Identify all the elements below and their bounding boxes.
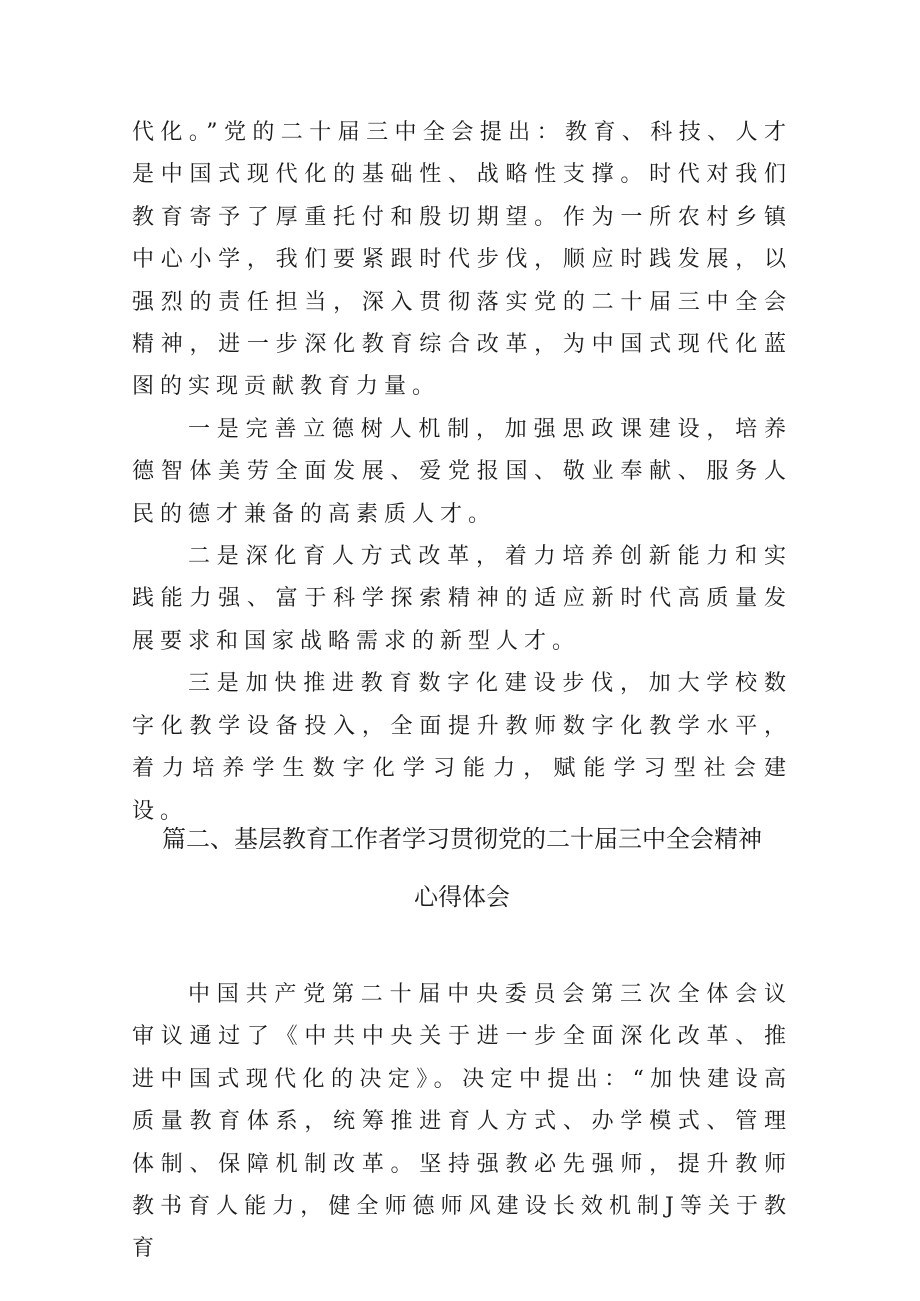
section2-intro-paragraph: 中国共产党第二十届中央委员会第三次全体会议审议通过了《中共中央关于进一步全面深化改革、推进中国式现代化的决定》。决定中提出：“加快建设高质量教育体系，统筹推进育人方式、办学模式、管理体制、保障机制改革。坚持强教必先强师，提升教师教书育人能力，健全师德师风建设长效机制J等关于教育 bbox=[132, 982, 792, 1262]
section1-intro-paragraph: 代化。”党的二十届三中全会提出：教育、科技、人才是中国式现代化的基础性、战略性支撑。时代对我们教育寄予了厚重托付和殷切期望。作为一所农村乡镇中心小学，我们要紧跟时代步伐，顺应时践发展，以强烈的责任担当，深入贯彻落实党的二十届三中全会精神，进一步深化教育综合改革，为中国式现代化蓝图的实现贡献教育力量。 bbox=[132, 120, 792, 400]
section1-body bbox=[132, 112, 792, 833]
section2-body bbox=[132, 974, 792, 1271]
point-three-paragraph: 三是加快推进教育数字化建设步伐，加大学校数字化教学设备投入，全面提升教师数字化教学水平，着力培养学生数字化学习能力，赋能学习型社会建设。 bbox=[132, 671, 792, 824]
section2-title-line1: 篇二、基层教育工作者学习贯彻党的二十届三中全会精神 bbox=[162, 825, 762, 853]
section2-title bbox=[132, 810, 792, 926]
point-one-paragraph: 一是完善立德树人机制，加强思政课建设，培养德智体美劳全面发展、爱党报国、敬业奉献、服务人民的德才兼备的高素质人才。 bbox=[132, 416, 792, 527]
point-two-paragraph: 二是深化育人方式改革，着力培养创新能力和实践能力强、富于科学探索精神的适应新时代高质量发展要求和国家战略需求的新型人才。 bbox=[132, 544, 792, 654]
section2-title-line2: 心得体会 bbox=[414, 883, 510, 911]
